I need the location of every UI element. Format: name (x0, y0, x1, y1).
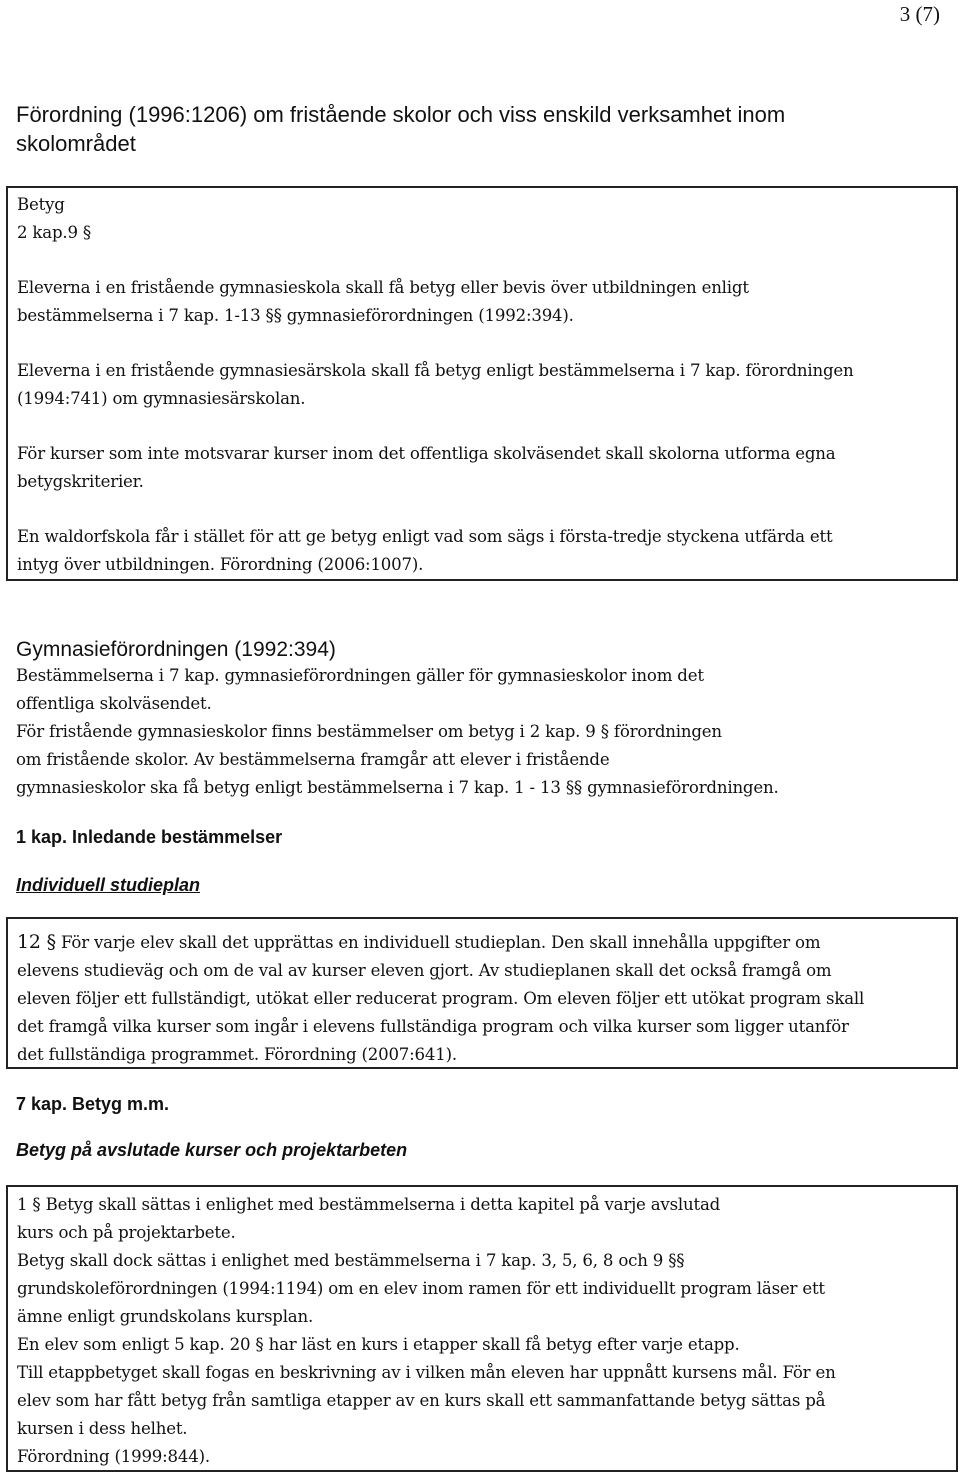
box3-line: ämne enligt grundskolans kursplan. (17, 1307, 314, 1326)
box2-line: För varje elev skall det upprättas en individuell studieplan. Den skall innehålla uppgifter om (61, 933, 821, 952)
box-p2-line2: (1994:741) om gymnasiesärskolan. (17, 389, 306, 408)
section2-heading: Gymnasieförordningen (1992:394) (16, 638, 336, 661)
box-p1-line1: Eleverna i en fristående gymnasieskola skall få betyg eller bevis över utbildningen enligt (17, 278, 749, 297)
section2-line: För fristående gymnasieskolor finns bestämmelser om betyg i 2 kap. 9 § förordningen (16, 722, 722, 741)
box-p3-line2: betygskriterier. (17, 472, 144, 491)
box-p1-line2: bestämmelserna i 7 kap. 1-13 §§ gymnasieförordningen (1992:394). (17, 306, 574, 325)
box3-line: Till etappbetyget skall fogas en beskrivning av i vilken mån eleven har uppnått kursens mål. För en (17, 1363, 836, 1382)
title-line-1: Förordning (1996:1206) om fristående skolor och viss enskild verksamhet inom (16, 102, 786, 127)
section2-line: Bestämmelserna i 7 kap. gymnasieförordningen gäller för gymnasieskolor inom det (16, 666, 704, 685)
box-p4-line2: intyg över utbildningen. Förordning (2006:1007). (17, 555, 424, 574)
box2-line: elevens studieväg och om de val av kurser eleven gjort. Av studieplanen skall det också framgå om (17, 961, 832, 980)
box3-line: Förordning (1999:844). (17, 1447, 210, 1466)
box2-line: eleven följer ett fullständigt, utökat eller reducerat program. Om eleven följer ett utökat program skall (17, 989, 865, 1008)
section2-line: offentliga skolväsendet. (16, 694, 212, 713)
page-number: 3 (7) (899, 2, 940, 26)
chapter7-subheading: Betyg på avslutade kurser och projektarbeten (16, 1140, 408, 1160)
studieplan-box (6, 917, 958, 1069)
box3-line: Betyg skall dock sättas i enlighet med bestämmelserna i 7 kap. 3, 5, 6, 8 och 9 §§ (17, 1251, 685, 1270)
gymnasieforordningen-section (16, 635, 956, 802)
box2-line: det framgå vilka kurser som ingår i elevens fullständiga program och vilka kurser som ligger utanför (17, 1017, 849, 1036)
section2-line: om fristående skolor. Av bestämmelserna framgår att elever i fristående (16, 750, 610, 769)
box3-line: grundskoleförordningen (1994:1194) om en elev inom ramen för ett individuellt program läser ett (17, 1279, 825, 1298)
box3-line: En elev som enligt 5 kap. 20 § har läst en kurs i etapper skall få betyg efter varje etapp. (17, 1335, 740, 1354)
chapter7-heading: 7 kap. Betyg m.m. (16, 1094, 170, 1114)
section2-line: gymnasieskolor ska få betyg enligt bestämmelserna i 7 kap. 1 - 13 §§ gymnasieförordningen. (16, 778, 779, 797)
box3-line: elev som har fått betyg från samtliga etapper av en kurs skall ett sammanfattande betyg sättas på (17, 1391, 826, 1410)
box-subheading: 2 kap.9 § (17, 223, 92, 242)
section-number: 12 § (17, 931, 56, 953)
box-p4-line1: En waldorfskola får i stället för att ge betyg enligt vad som sägs i första-tredje styckena utfärda ett (17, 527, 833, 546)
box-heading: Betyg (17, 195, 65, 214)
betyg-avslutade-box (6, 1185, 958, 1472)
betyg-box (6, 186, 958, 581)
box-p2-line1: Eleverna i en fristående gymnasiesärskola skall få betyg enligt bestämmelserna i 7 kap. förordningen (17, 361, 854, 380)
box3-line: kursen i dess helhet. (17, 1419, 188, 1438)
box2-line: det fullständiga programmet. Förordning (2007:641). (17, 1045, 457, 1064)
title-line-2: skolområdet (16, 131, 136, 156)
box3-line: kurs och på projektarbete. (17, 1223, 236, 1242)
chapter1-subheading: Individuell studieplan (16, 875, 201, 895)
box3-line: 1 § Betyg skall sättas i enlighet med bestämmelserna i detta kapitel på varje avslutad (17, 1195, 721, 1214)
document-title (16, 100, 956, 158)
chapter1-heading: 1 kap. Inledande bestämmelser (16, 827, 283, 847)
box-p3-line1: För kurser som inte motsvarar kurser inom det offentliga skolväsendet skall skolorna utforma egna (17, 444, 836, 463)
